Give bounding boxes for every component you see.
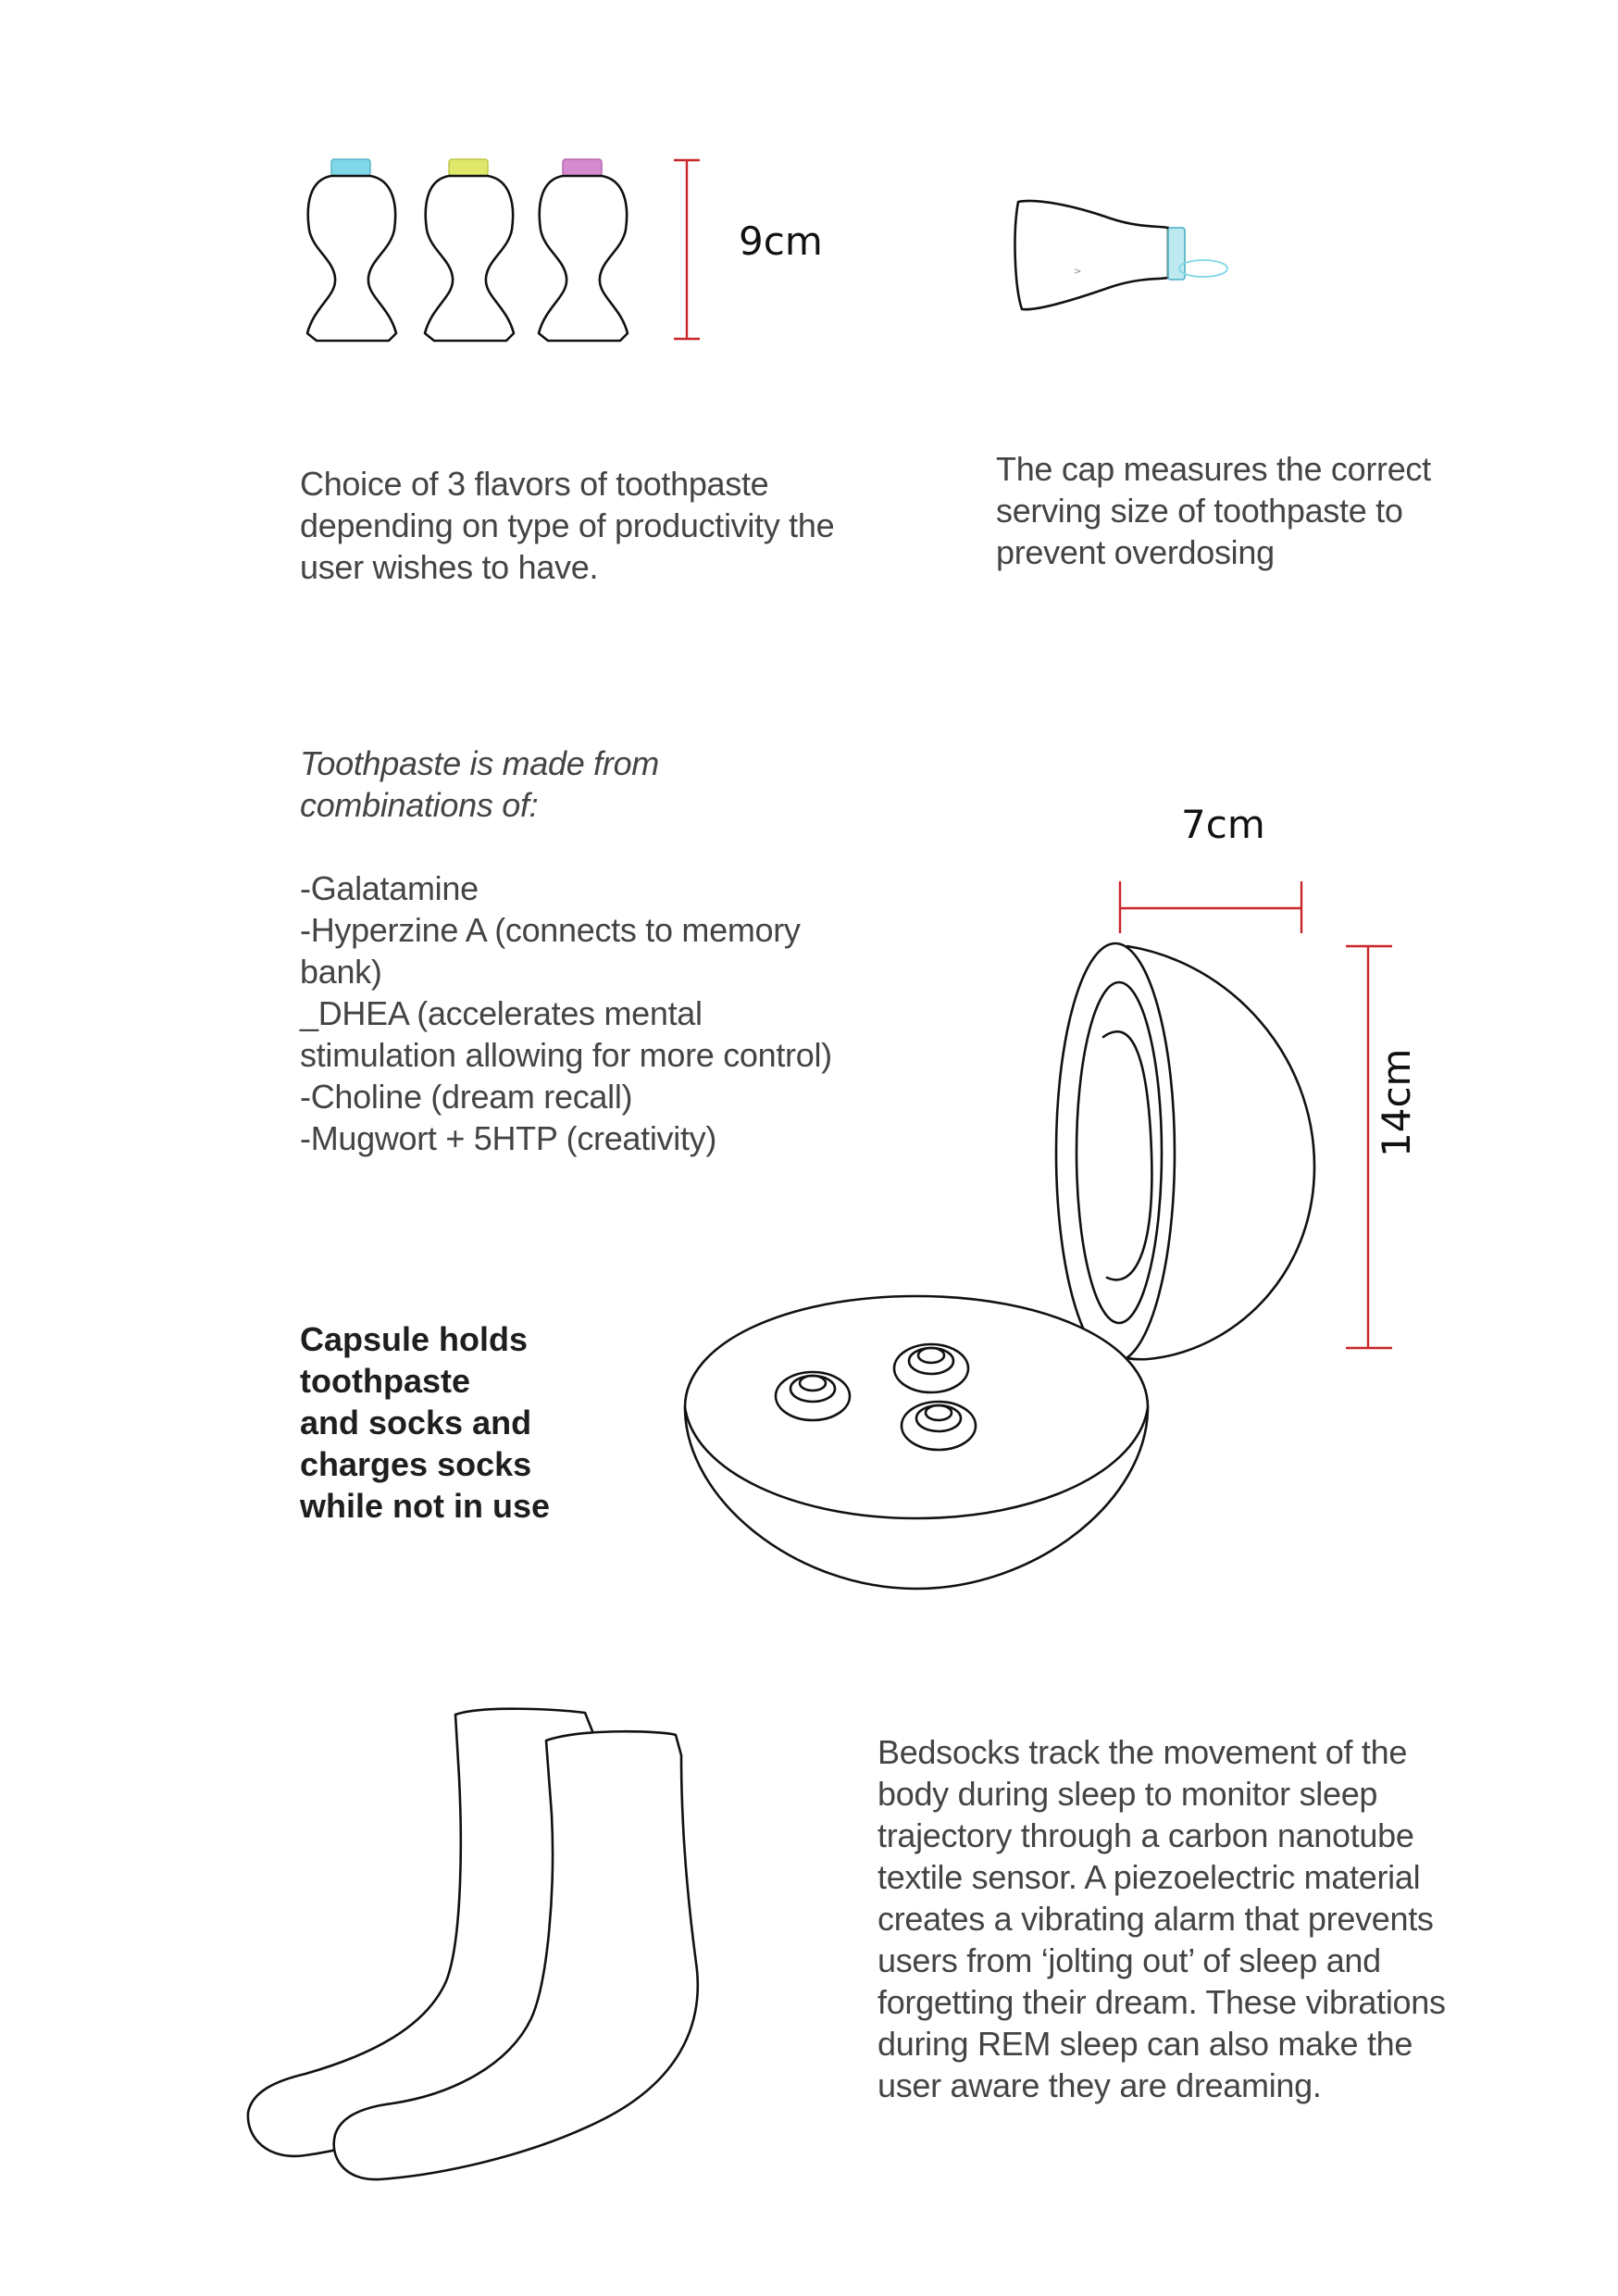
ingredient-item: stimulation allowing for more control): [300, 1036, 832, 1074]
ingredient-item: -Choline (dream recall): [300, 1078, 633, 1116]
ingredients-intro: combinations of:: [300, 786, 539, 824]
text-line: Capsule holds: [300, 1320, 529, 1358]
ingredient-item: _DHEA (accelerates mental: [300, 994, 703, 1032]
text-line: while not in use: [300, 1487, 551, 1525]
text-line: users from ‘jolting out’ of sleep and: [877, 1941, 1381, 1979]
text-line: trajectory through a carbon nanotube: [877, 1816, 1414, 1854]
text-line: user wishes to have.: [300, 548, 599, 586]
text-line: The cap measures the correct: [996, 450, 1431, 488]
svg-text:>: >: [1074, 267, 1082, 277]
text-line: Choice of 3 flavors of toothpaste: [300, 465, 769, 503]
text-line: body during sleep to monitor sleep: [877, 1775, 1378, 1813]
text-line: forgetting their dream. These vibrations: [877, 1983, 1446, 2021]
width-label-7cm: 7cm: [1181, 802, 1265, 847]
text-line: textile sensor. A piezoelectric material: [877, 1858, 1421, 1896]
text-line: creates a vibrating alarm that prevents: [877, 1900, 1434, 1938]
text-line: charges socks: [300, 1445, 532, 1483]
text-line: toothpaste: [300, 1362, 470, 1400]
ingredient-item: -Galatamine: [300, 869, 479, 907]
bedsocks-description: [877, 1731, 1562, 2106]
text-line: during REM sleep can also make the: [877, 2025, 1413, 2063]
ingredient-item: bank): [300, 953, 382, 991]
text-line: Bedsocks track the movement of the: [877, 1733, 1408, 1771]
text-line: user aware they are dreaming.: [877, 2066, 1322, 2104]
text-line: prevent overdosing: [996, 533, 1275, 571]
ingredients-intro: Toothpaste is made from: [300, 744, 659, 782]
ingredient-item: -Hyperzine A (connects to memory: [300, 911, 801, 949]
height-label-9cm: 9cm: [739, 218, 823, 264]
text-line: and socks and: [300, 1404, 532, 1441]
text-line: depending on type of productivity the: [300, 506, 835, 544]
ingredient-item: -Mugwort + 5HTP (creativity): [300, 1119, 717, 1157]
text-line: serving size of toothpaste to: [996, 492, 1403, 530]
height-label-14cm: 14cm: [1374, 1048, 1419, 1157]
